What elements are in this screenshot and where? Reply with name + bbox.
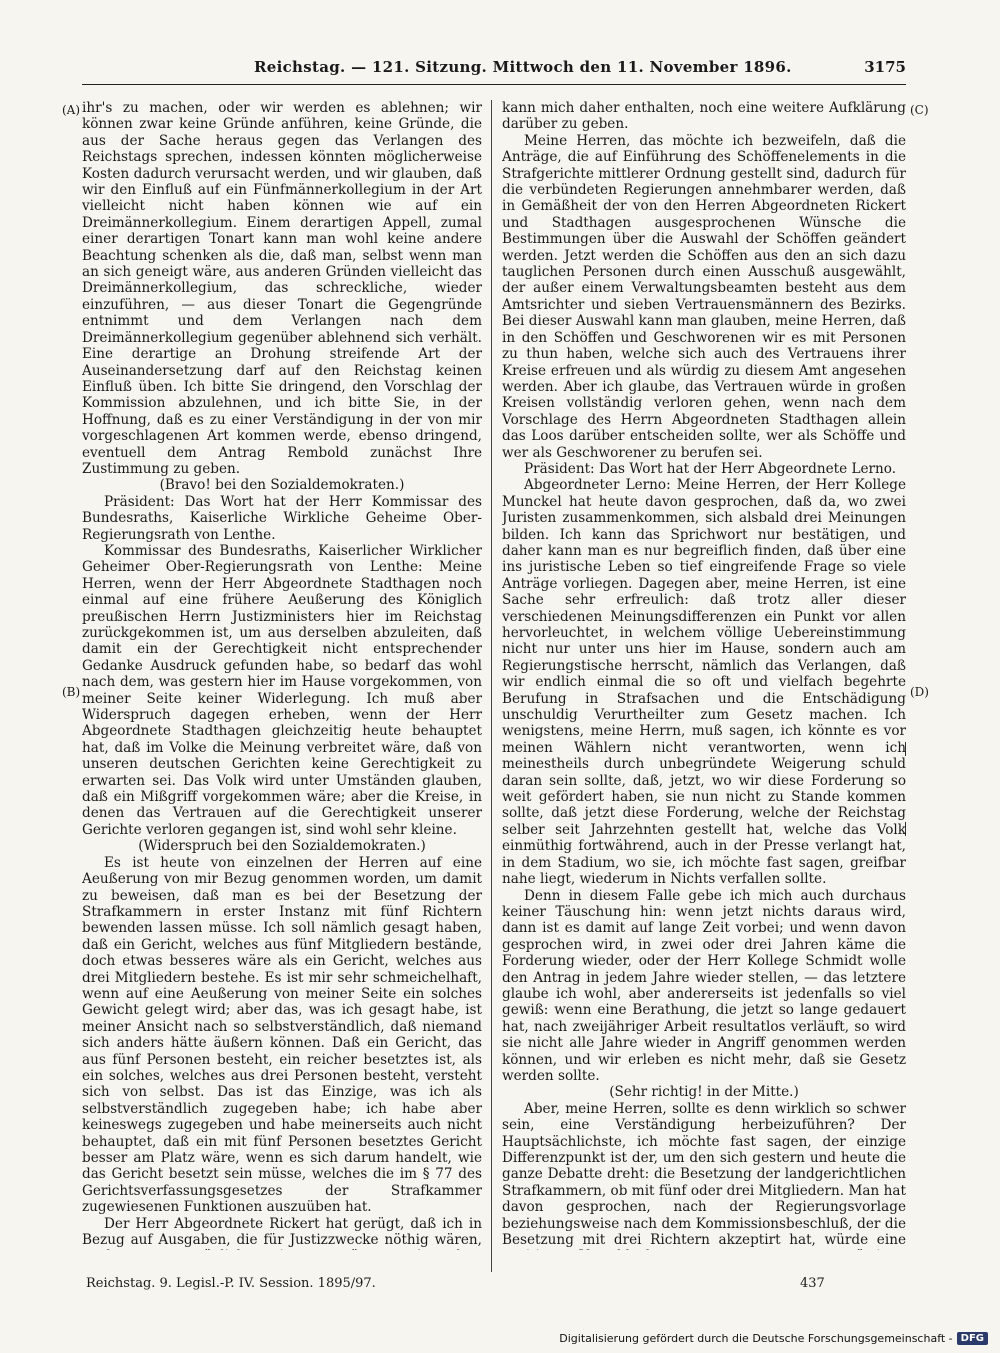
header-title: Reichstag. — 121. Sitzung. Mittwoch den 11. November 1896. — [254, 58, 792, 76]
margin-marker-b: (B) — [62, 685, 81, 699]
page-number: 3175 — [864, 58, 906, 76]
digitization-text: Digitalisierung gefördert durch die Deutsche Forschungsgemeinschaft - — [559, 1332, 953, 1345]
paragraph: Denn in diesem Falle gebe ich mich auch durchaus keiner Täuschung hin: wenn jetzt nichts daraus wird, dann ist es damit auf lange Zeit vorbei; und wenn davon gesprochen wird, in zwei oder drei Jahren käme die Forderung wieder, oder der Herr Kollege Schmidt wolle den Antrag in jedem Jahre wieder stellen, — das letztere glaube ich wohl, aber andererseits ist jedenfalls so viel gewiß: wenn eine Berathung, die jetzt so lange gedauert hat, nach zweijähriger Arbeit resultatlos verläuft, so wird sie nicht alle Jahre wieder in Angriff genommen werden können, und wir erleben es nicht mehr, daß sie Gesetz werden sollte. — [502, 887, 906, 1084]
margin-marker-a: (A) — [62, 103, 81, 117]
page-header — [82, 58, 906, 85]
interjection: (Widerspruch bei den Sozialdemokraten.) — [138, 838, 426, 855]
digitization-notice — [559, 1332, 988, 1345]
column-divider — [491, 100, 492, 1272]
paragraph: Präsident: Das Wort hat der Herr Kommissar des Bundesraths, Kaiserliche Wirkliche Geheime Ober-Regierungsrath von Lenthe. — [82, 493, 482, 543]
paragraph: Abgeordneter Lerno: Meine Herren, der Herr Kollege Munckel hat heute davon gesprochen, daß da, wo zwei Juristen zusammenkommen, sich alsbald drei Meinungen bilden. Ich kann das Sprichwort nur bestätigen, und daher kann man es nur begreiflich finden, daß über eine ins juristische Leben so tief eingreifende Frage so viele Anträge vorliegen. Dagegen aber, meine Herren, ist eine Sache sehr erfreulich: daß trotz aller dieser verschiedenen Meinungsdifferenzen ein Punkt vor allen hervorleuchtet, in welchem völlige Uebereinstimmung nicht nur unter uns hier im Hause, sondern auch am Regierungstische herrscht, nämlich das Verlangen, daß wir endlich einmal die so oft und vielfach begehrte Berufung in Strafsachen und die Entschädigung unschuldig Verurtheilter zum Gesetz machen. Ich wenigstens, meine Herrn, muß sagen, ich könnte es vor meinen Wählern nicht verantworten, wenn ich meinestheils durch unbegründete Weigerung schuld daran sein sollte, daß, jetzt, wo wir diese Forderung so weit gefördert haben, sie nun nicht zu Stande kommen sollte, daß jetzt diese Forderung, welche der Reichstag selber seit Jahrzehnten gestellt hat, welche das Volk einmüthig fortwährend, auch in der Presse verlangt hat, in dem Stadium, wo sie, ich möchte fast sagen, greifbar nahe liegt, wiederum in Nichts verfallen sollte. — [502, 477, 906, 888]
paragraph: Aber, meine Herren, sollte es denn wirklich so schwer sein, eine Verständigung herbeizuführen? Der Hauptsächlichste, ich möchte fast sagen, der einzige Differenzpunkt ist der, um den sich gestern und heute die ganze Debatte dreht: die Besetzung der landgerichtlichen Strafkammern, ob mit fünf oder drei Mitgliedern. Man hat davon gesprochen, nach der Regierungsvorlage beziehungsweise nach dem Kommissionsbeschluß, der die Besetzung mit drei Richtern akzeptirt hat, würde eine — [502, 1100, 906, 1249]
paragraph: Der Herr Abgeordnete Rickert hat gerügt, daß ich in Bezug auf Ausgaben, die für Justizzwecke nöthig wären, — [82, 1215, 482, 1249]
footer-session-info: Reichstag. 9. Legisl.-P. IV. Session. 1895/97. — [86, 1276, 376, 1291]
interjection: (Bravo! bei den Sozialdemokraten.) — [159, 477, 405, 494]
interjection: (Sehr richtig! in der Mitte.) — [609, 1084, 799, 1101]
paragraph: Es ist heute von einzelnen der Herren auf eine Aeußerung von mir Bezug genommen worden, um damit zu beweisen, daß man es bei der Besetzung der Strafkammern in erster Instanz mit fünf Richtern bewenden lassen müsse. Ich soll nämlich gesagt haben, daß ein Gericht, welches aus fünf Mitgliedern bestände, doch etwas besseres wäre als ein Gericht, welches aus drei Mitgliedern bestehe. Es ist mir sehr schmeichelhaft, wenn auf eine Aeußerung von meiner Seite ein solches Gewicht gelegt wird; aber das, was ich gesagt habe, ist meiner Ansicht nach so selbstverständlich, daß niemand sich anders hätte äußern können. Daß ein Gericht, das aus fünf Personen besteht, ein reicher besetztes ist, als ein solches, welches aus drei Personen besteht, versteht sich von selbst. Das ist das Einzige, was ich als selbstverständlich zugegeben habe; ich habe aber keineswegs zugegeben und habe meinerseits auch nicht behauptet, daß ein mit fünf Personen besetztes Gericht besser am Platz wäre, wenn es sich darum handelt, wie das Gericht besetzt sein müsse, welches die im § 77 des Gerichtsverfassungsgesetzes der Strafkammer zugewiesenen Funktionen auszuüben hat. — [82, 854, 482, 1216]
margin-marker-c: (C) — [910, 103, 929, 117]
paragraph: kann mich daher enthalten, noch eine weitere Aufklärung darüber zu geben. — [502, 100, 906, 133]
paragraph: Präsident: Das Wort hat der Herr Abgeordnete Lerno. — [524, 460, 897, 477]
paragraph: Kommissar des Bundesraths, Kaiserlicher Wirklicher Geheimer Ober-Regierungsrath von Lenthe: Meine Herren, wenn der Herr Abgeordnete Stadthagen noch einmal auf eine frühere Aeußerung des Königlich preußischen Herrn Justizministers hier im Reichstag zurückgekommen ist, um aus derselben abzuleiten, daß damit ein der Gerechtigkeit nicht entsprechender Gedanke Ausdruck gefunden habe, so bedarf das wohl nach dem, was gestern hier im Hause vorgekommen, von meiner Seite keiner Widerlegung. Ich muß aber Widerspruch dagegen erheben, wenn der Herr Abgeordnete Stadthagen gleichzeitig heute behauptet hat, daß im Volke die Meinung verbreitet wäre, daß von unseren deutschen Gerichten keine Gerechtigkeit zu erwarten sei. Das Volk wird unter Umständen glauben, daß ein Mißgriff vorgekommen wäre; aber die Kreise, in denen das Vertrauen auf die Gerechtigkeit unserer Gerichte verloren gegangen ist, sind wohl sehr kleine. — [82, 542, 482, 838]
footer-sheet-number: 437 — [800, 1276, 825, 1291]
margin-marker-d: (D) — [910, 685, 929, 699]
dfg-logo-icon: DFG — [957, 1332, 988, 1345]
right-column — [502, 100, 906, 1250]
paragraph: ihr's zu machen, oder wir werden es ablehnen; wir können zwar keine Gründe anführen, keine Gründe, die aus der Sache heraus gegen das Verlangen des Reichstags sprechen, indessen könnten möglicherweise Kosten dadurch verursacht werden, und wir glauben, daß wir den Einfluß auf ein Fünfmännerkollegium in der Art vielleicht nicht haben können wie auf ein Dreimännerkollegium. Einem derartigen Appell, zumal einer derartigen Tonart kann man wohl keine andere Beachtung schenken als die, daß man, selbst wenn man an sich geneigt wäre, aus anderen Gründen vielleicht das Dreimännerkollegium, das schreckliche, wieder einzuführen, — aus dieser Tonart die Gegengründe entnimmt und dem Verlangen nach dem Dreimännerkollegium gegenüber ablehnend sich verhält. Eine derartige an Drohung streifende Art der Auseinandersetzung darf auf den Reichstag keinen Einfluß üben. Ich bitte Sie dringend, den Vorschlag der Kommission abzulehnen, und ich bitte Sie, in der Hoffnung, daß es zu einer Verständigung in der von mir vorgeschlagenen Art kommen werde, ebenso dringend, eventuell dem Antrag Rembold zunächst Ihre Zustimmung zu geben. — [82, 100, 482, 477]
paragraph: Meine Herren, das möchte ich bezweifeln, daß die Anträge, die auf Einführung des Schöffenelements in die Strafgerichte mittlerer Ordnung gestellt sind, dadurch für die verbündeten Regierungen annehmbarer werden, daß in Gemäßheit der von den Herren Abgeordneten Rickert und Stadthagen ausgesprochenen Wünsche die Bestimmungen über die Auswahl der Schöffen geändert werden. Jetzt werden die Schöffen aus den an sich dazu tauglichen Personen durch einen Ausschuß ausgewählt, der außer einem Verwaltungsbeamten besteht aus dem Amtsrichter und sieben Vertrauensmännern des Bezirks. Bei dieser Auswahl kann man glauben, meine Herren, daß in den Schöffen und Geschworenen wir es mit Personen zu thun haben, welche sich auch des Vertrauens ihrer Kreise erfreuen und als würdig zu diesem Amt angesehen werden. Aber ich glaube, das Vertrauen würde in großen Kreisen vollständig verloren gehen, wenn nach dem Vorschlage des Herrn Abgeordneten Stadthagen allein das Loos darüber entscheiden sollte, wer als Schöffe und wer als Geschworener zu berufen sei. — [502, 132, 906, 461]
left-column — [82, 100, 482, 1250]
